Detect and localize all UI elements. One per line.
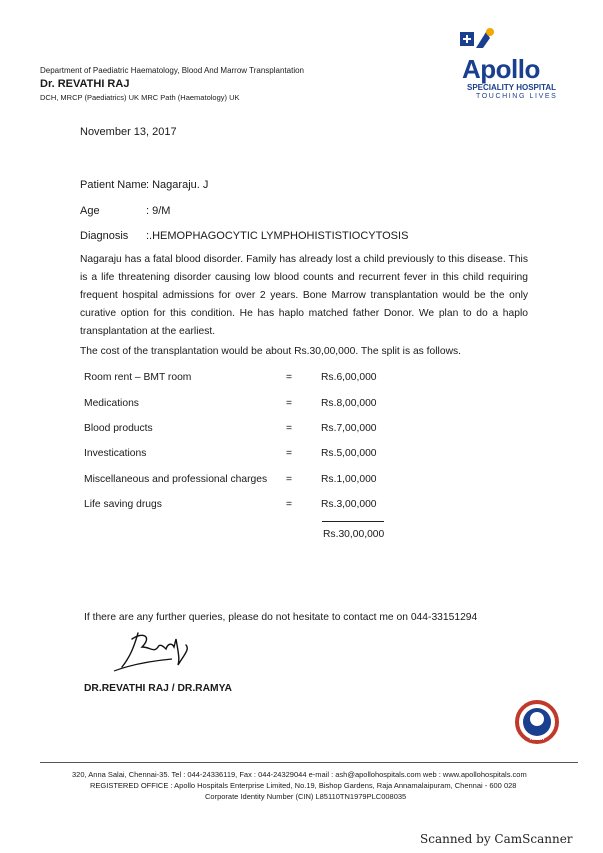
footer-divider <box>40 762 578 763</box>
diagnosis-value: :.HEMOPHAGOCYTIC LYMPHOHISTISTIOCYTOSIS <box>146 230 409 242</box>
cost-item-equals: = <box>286 474 293 485</box>
cost-item-label: Medications <box>84 398 139 409</box>
scanner-watermark: Scanned by CamScanner <box>420 832 573 846</box>
cost-item-label: Blood products <box>84 423 153 434</box>
cost-item-label: Room rent – BMT room <box>84 372 192 383</box>
cost-item-equals: = <box>286 372 293 383</box>
cost-item-label: Investications <box>84 448 147 459</box>
cost-item-amount: Rs.8,00,000 <box>321 398 377 409</box>
cost-item-equals: = <box>286 398 293 409</box>
nabh-seal-icon <box>515 700 559 744</box>
age-value: : 9/M <box>146 205 171 217</box>
case-summary: Nagaraju has a fatal blood disorder. Family has already lost a child previously to this disease. This is a life threatening disorder causing low blood counts and recurrent fever in this child requiring frequent hospital admissions for over 2 years. Bone Marrow transplantation would be the only curative option for this condition. He has haplo matched father Donor. We plan to do a haplo transplantation at the earliest. <box>80 254 528 337</box>
cost-item-equals: = <box>286 423 293 434</box>
total-rule <box>322 521 384 522</box>
cost-item-equals: = <box>286 448 293 459</box>
apollo-brand: Apollo <box>462 54 540 84</box>
apollo-emblem-icon <box>450 26 500 56</box>
svg-text:NABH: NABH <box>529 736 545 742</box>
cost-item-equals: = <box>286 499 293 510</box>
cost-item-amount: Rs.1,00,000 <box>321 474 377 485</box>
department-line: Department of Paediatric Haematology, Blood And Marrow Transplantation <box>40 66 304 75</box>
cost-item-amount: Rs.5,00,000 <box>321 448 377 459</box>
cost-item-amount: Rs.3,00,000 <box>321 499 377 510</box>
footer-cin: Corporate Identity Number (CIN) L85110TN1979PLC008035 <box>205 792 407 801</box>
footer-registered-office: REGISTERED OFFICE : Apollo Hospitals Enterprise Limited, No.19, Bishop Gardens, Raja Annamalaipuram, Chennai - 600 028 <box>90 781 517 790</box>
logo-subtitle: SPECIALITY HOSPITAL <box>467 83 557 92</box>
signers: DR.REVATHI RAJ / DR.RAMYA <box>84 683 232 694</box>
cost-item-amount: Rs.6,00,000 <box>321 372 377 383</box>
signature-icon <box>110 625 200 675</box>
letter-date: November 13, 2017 <box>80 126 177 138</box>
diagnosis-label: Diagnosis <box>80 230 129 242</box>
cost-item-amount: Rs.7,00,000 <box>321 423 377 434</box>
doctor-qualifications: DCH, MRCP (Paediatrics) UK MRC Path (Haematology) UK <box>40 93 240 102</box>
age-label: Age <box>80 205 100 217</box>
cost-total: Rs.30,00,000 <box>323 529 385 540</box>
logo-tagline: TOUCHING LIVES <box>476 93 558 100</box>
cost-intro: The cost of the transplantation would be about Rs.30,00,000. The split is as follows. <box>80 346 462 357</box>
doctor-name: Dr. REVATHI RAJ <box>40 78 130 90</box>
cost-item-label: Life saving drugs <box>84 499 162 510</box>
contact-line: If there are any further queries, please do not hesitate to contact me on 044-33151294 <box>84 612 478 623</box>
footer-address: 320, Anna Salai, Chennai-35. Tel : 044-24336119, Fax : 044-24329044 e-mail : ash@apollohospitals.com web : www.apollohospitals.com <box>72 770 527 779</box>
patient-name-value: : Nagaraju. J <box>146 179 209 191</box>
cost-item-label: Miscellaneous and professional charges <box>84 474 268 485</box>
patient-name-label: Patient Name <box>80 179 147 191</box>
